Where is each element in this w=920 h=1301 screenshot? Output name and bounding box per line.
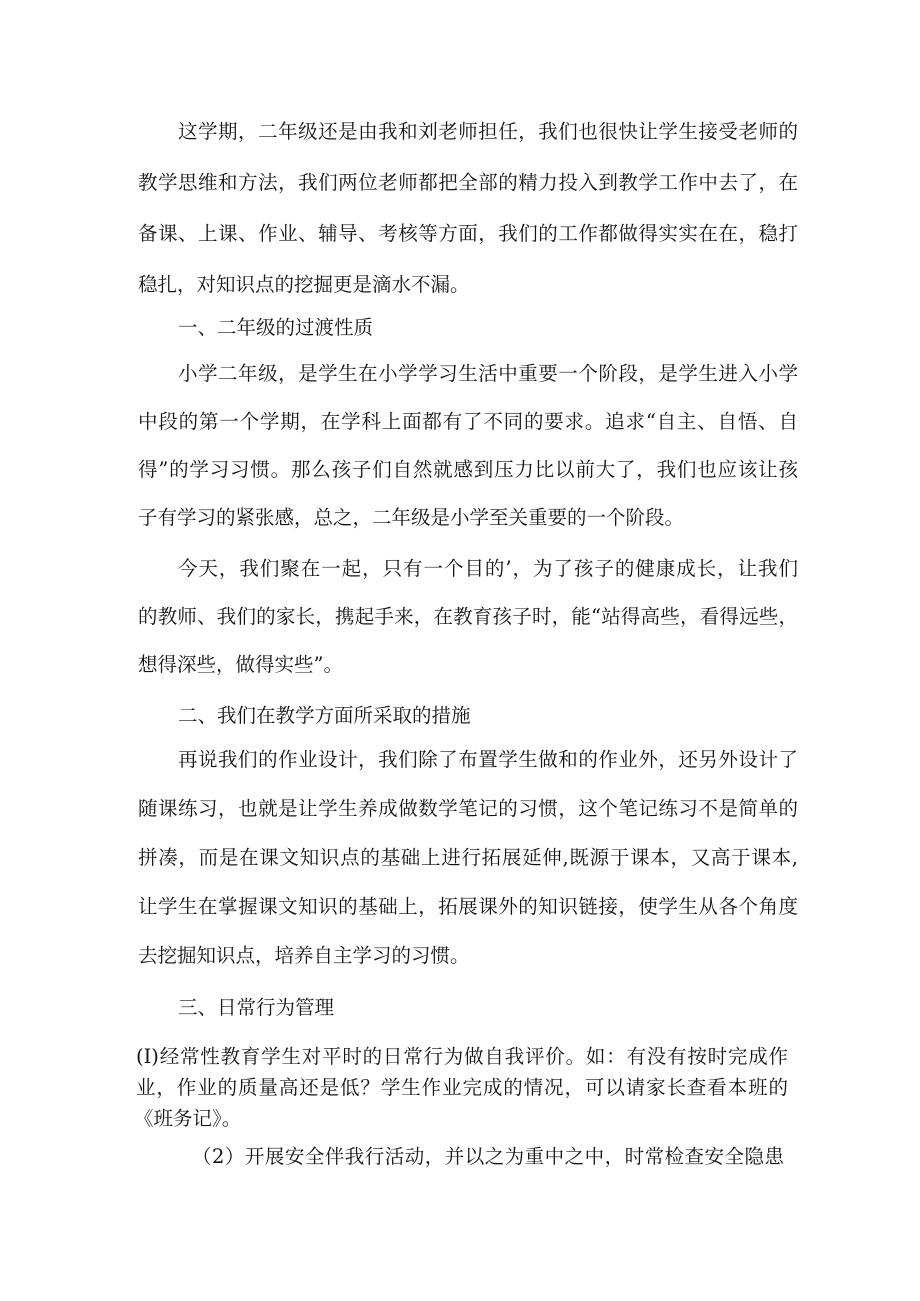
text-line: 想得深些，做得实些”。 — [138, 653, 343, 676]
text-line: 的教师、我们的家长，携起手来，在教育孩子时，能“站得高些，看得远些， — [138, 605, 798, 628]
text-line: 稳扎，对知识点的挖掘更是滴水不漏。 — [138, 273, 470, 296]
text-line: 让学生在掌握课文知识的基础上，拓展课外的知识链接，使学生从各个角度 — [138, 895, 798, 918]
text-line: 再说我们的作业设计，我们除了布置学生做和的作业外，还另外设计了 — [178, 748, 798, 771]
item-2-paragraph: （2）开展安全伴我行活动，并以之为重中之中，时常检查安全隐患 — [192, 1145, 784, 1168]
section-heading-1: 一、二年级的过渡性质 — [178, 316, 374, 339]
section-heading-2: 二、我们在教学方面所采取的措施 — [178, 704, 471, 727]
text-line: 教学思维和方法，我们两位老师都把全部的精力投入到教学工作中去了，在 — [138, 171, 798, 194]
text-line: 《班务记》。 — [134, 1107, 242, 1130]
text-line: 随课练习，也就是让学生养成做数学笔记的习惯，这个笔记练习不是简单的 — [138, 797, 798, 820]
text-line: 业，作业的质量高还是低？学生作业完成的情况，可以请家长查看本班的 — [136, 1076, 788, 1099]
text-line: 小学二年级，是学生在小学学习生活中重要一个阶段，是学生进入小学 — [178, 362, 798, 385]
text-line: 中段的第一个学期，在学科上面都有了不同的要求。追求“自主、自悟、自 — [138, 410, 798, 433]
text-line: 这学期，二年级还是由我和刘老师担任，我们也很快让学生接受老师的 — [178, 120, 798, 143]
text-line: 得”的学习习惯。那么孩子们自然就感到压力比以前大了，我们也应该让孩 — [138, 458, 798, 481]
text-line: 子有学习的紧张感，总之，二年级是小学至关重要的一个阶段。 — [138, 506, 685, 529]
text-line: 拼凑，而是在课文知识点的基础上进行拓展延伸,既源于课本，又高于课本, — [138, 846, 798, 869]
text-line: 备课、上课、作业、辅导、考核等方面，我们的工作都做得实实在在，稳打 — [138, 222, 798, 245]
text-line: (I)经常性教育学生对平时的日常行为做自我评价。如：有没有按时完成作 — [136, 1045, 788, 1068]
text-line: 今天，我们聚在一起，只有一个目的’，为了孩子的健康成长，让我们 — [178, 557, 798, 580]
section-heading-3: 三、日常行为管理 — [178, 996, 335, 1019]
text-line: 去挖掘知识点，培养自主学习的习惯。 — [138, 944, 470, 967]
